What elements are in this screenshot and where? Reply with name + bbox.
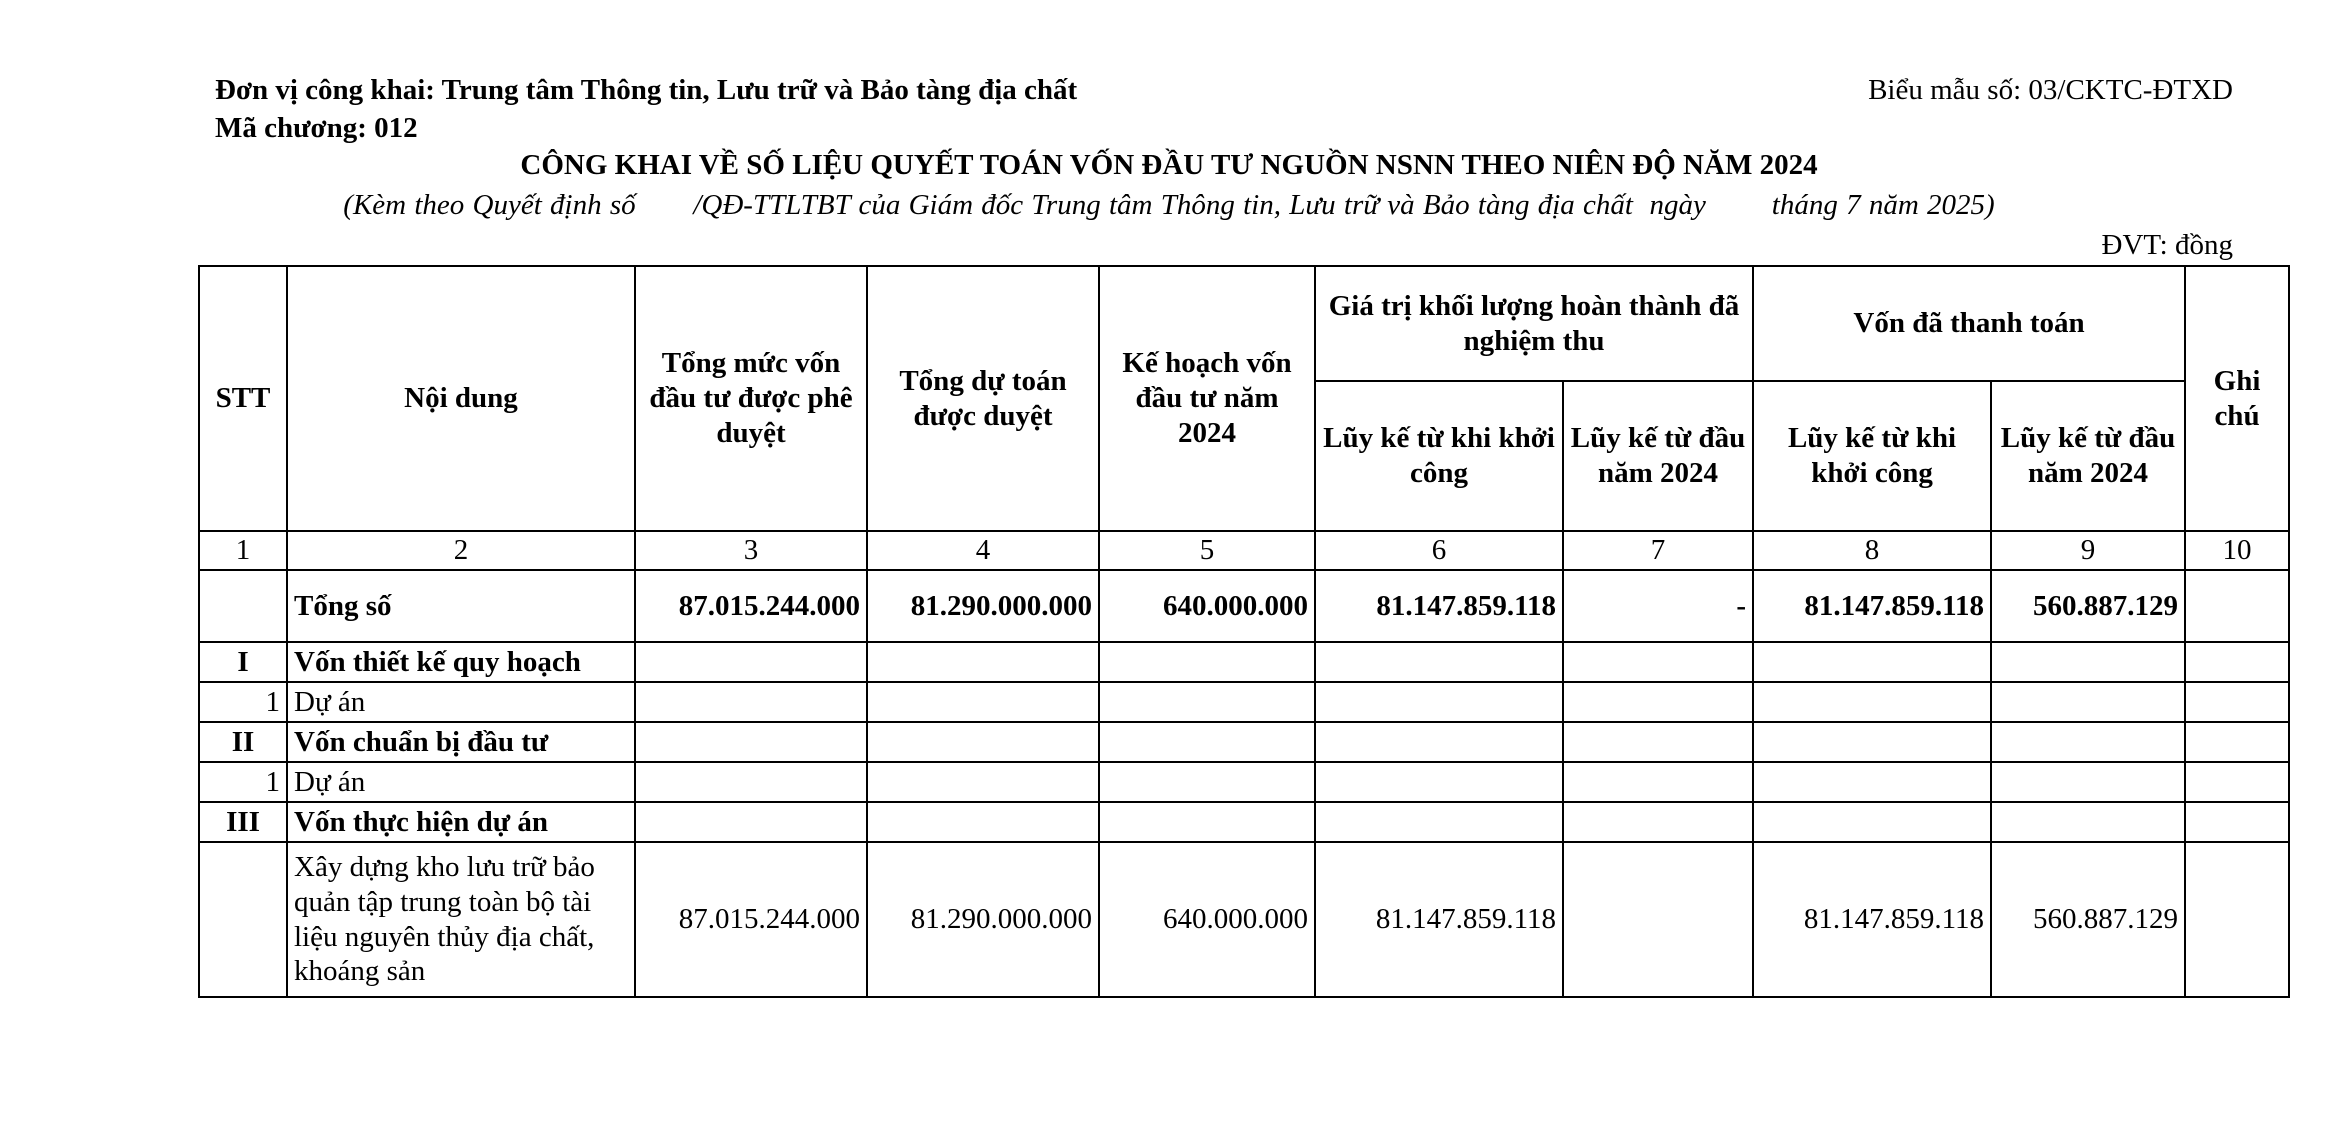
row-total-investment — [635, 802, 867, 842]
org-label: Đơn vị công khai: Trung tâm Thông tin, Lưu trữ và Bảo tàng địa chất — [215, 74, 1078, 106]
row-total-investment: 87.015.244.000 — [635, 570, 867, 642]
row-total-investment: 87.015.244.000 — [635, 842, 867, 997]
row-stt — [199, 842, 287, 997]
row-completed-year — [1563, 722, 1753, 762]
row-paid-cumulative: 81.147.859.118 — [1753, 842, 1991, 997]
row-paid-year: 560.887.129 — [1991, 570, 2185, 642]
row-total-investment — [635, 762, 867, 802]
unit-label: ĐVT: đồng — [2101, 229, 2233, 261]
row-stt — [199, 570, 287, 642]
page-title: CÔNG KHAI VỀ SỐ LIỆU QUYẾT TOÁN VỐN ĐẦU TƯ NGUỒN NSNN THEO NIÊN ĐỘ NĂM 2024 — [520, 149, 1818, 181]
row-note — [2185, 842, 2289, 997]
row-completed-cumulative: 81.147.859.118 — [1315, 842, 1563, 997]
row-plan: 640.000.000 — [1099, 842, 1315, 997]
header-cumulative-year: Lũy kế từ đầu năm 2024 — [1563, 381, 1753, 531]
header-total-estimate: Tổng dự toán được duyệt — [867, 266, 1099, 531]
header-completed-value: Giá trị khối lượng hoàn thành đã nghiệm thu — [1315, 266, 1753, 381]
row-total-investment — [635, 722, 867, 762]
chapter-code: Mã chương: 012 — [215, 112, 418, 144]
row-completed-year — [1563, 642, 1753, 682]
row-paid-cumulative — [1753, 802, 1991, 842]
row-completed-year — [1563, 842, 1753, 997]
column-number: 7 — [1563, 531, 1753, 570]
table-row — [199, 642, 2289, 682]
column-number: 3 — [635, 531, 867, 570]
table-row — [199, 722, 2289, 762]
row-total-investment — [635, 642, 867, 682]
header-paid-cumulative-since-start: Lũy kế từ khi khởi công — [1753, 381, 1991, 531]
row-completed-cumulative — [1315, 722, 1563, 762]
header-plan: Kế hoạch vốn đầu tư năm 2024 — [1099, 266, 1315, 531]
table-row-project — [199, 842, 2289, 997]
row-total-estimate: 81.290.000.000 — [867, 570, 1099, 642]
column-number: 8 — [1753, 531, 1991, 570]
header-paid-capital: Vốn đã thanh toán — [1753, 266, 2185, 381]
row-paid-year — [1991, 722, 2185, 762]
row-content: Xây dựng kho lưu trữ bảo quản tập trung toàn bộ tài liệu nguyên thủy địa chất, khoáng sản — [287, 842, 635, 997]
column-number: 6 — [1315, 531, 1563, 570]
row-content: Tổng số — [287, 570, 635, 642]
row-completed-cumulative — [1315, 642, 1563, 682]
row-total-estimate — [867, 682, 1099, 722]
row-paid-year: 560.887.129 — [1991, 842, 2185, 997]
row-paid-cumulative — [1753, 642, 1991, 682]
row-stt: I — [199, 642, 287, 682]
row-total-estimate: 81.290.000.000 — [867, 842, 1099, 997]
row-paid-cumulative: 81.147.859.118 — [1753, 570, 1991, 642]
table-row — [199, 802, 2289, 842]
row-completed-year — [1563, 762, 1753, 802]
row-note — [2185, 722, 2289, 762]
header-note: Ghi chú — [2185, 266, 2289, 531]
row-completed-cumulative — [1315, 682, 1563, 722]
row-plan — [1099, 682, 1315, 722]
row-paid-cumulative — [1753, 762, 1991, 802]
header-content: Nội dung — [287, 266, 635, 531]
row-paid-year — [1991, 802, 2185, 842]
row-content: Dự án — [287, 682, 635, 722]
header-total-investment: Tổng mức vốn đầu tư được phê duyệt — [635, 266, 867, 531]
row-completed-year — [1563, 802, 1753, 842]
table-row — [199, 682, 2289, 722]
row-completed-cumulative — [1315, 802, 1563, 842]
row-note — [2185, 762, 2289, 802]
column-number: 10 — [2185, 531, 2289, 570]
row-paid-cumulative — [1753, 722, 1991, 762]
row-total-estimate — [867, 722, 1099, 762]
row-note — [2185, 682, 2289, 722]
table-row — [199, 762, 2289, 802]
table-row-total — [199, 570, 2289, 642]
row-plan — [1099, 762, 1315, 802]
column-number: 1 — [199, 531, 287, 570]
column-number: 4 — [867, 531, 1099, 570]
row-content: Vốn thực hiện dự án — [287, 802, 635, 842]
row-plan: 640.000.000 — [1099, 570, 1315, 642]
row-completed-cumulative: 81.147.859.118 — [1315, 570, 1563, 642]
row-paid-cumulative — [1753, 682, 1991, 722]
header-stt: STT — [199, 266, 287, 531]
row-total-investment — [635, 682, 867, 722]
row-stt: II — [199, 722, 287, 762]
row-completed-year — [1563, 682, 1753, 722]
header-cumulative-since-start: Lũy kế từ khi khởi công — [1315, 381, 1563, 531]
row-total-estimate — [867, 642, 1099, 682]
row-stt: 1 — [199, 682, 287, 722]
row-paid-year — [1991, 642, 2185, 682]
row-completed-year: - — [1563, 570, 1753, 642]
row-content: Vốn chuẩn bị đầu tư — [287, 722, 635, 762]
row-total-estimate — [867, 802, 1099, 842]
row-note — [2185, 802, 2289, 842]
header-paid-cumulative-year: Lũy kế từ đầu năm 2024 — [1991, 381, 2185, 531]
column-number: 2 — [287, 531, 635, 570]
form-number: Biểu mẫu số: 03/CKTC-ĐTXD — [1868, 74, 2233, 106]
row-plan — [1099, 802, 1315, 842]
row-stt: 1 — [199, 762, 287, 802]
row-plan — [1099, 722, 1315, 762]
column-number-row — [199, 531, 2289, 570]
row-content: Dự án — [287, 762, 635, 802]
row-stt: III — [199, 802, 287, 842]
row-total-estimate — [867, 762, 1099, 802]
row-completed-cumulative — [1315, 762, 1563, 802]
row-note — [2185, 570, 2289, 642]
row-paid-year — [1991, 682, 2185, 722]
page-subtitle: (Kèm theo Quyết định số /QĐ-TTLTBT của Giám đốc Trung tâm Thông tin, Lưu trữ và Bảo tàng địa chất ngày tháng 7 năm 2025) — [343, 189, 1995, 221]
column-number: 9 — [1991, 531, 2185, 570]
row-note — [2185, 642, 2289, 682]
row-content: Vốn thiết kế quy hoạch — [287, 642, 635, 682]
column-number: 5 — [1099, 531, 1315, 570]
settlement-table — [198, 265, 2290, 998]
row-plan — [1099, 642, 1315, 682]
row-paid-year — [1991, 762, 2185, 802]
